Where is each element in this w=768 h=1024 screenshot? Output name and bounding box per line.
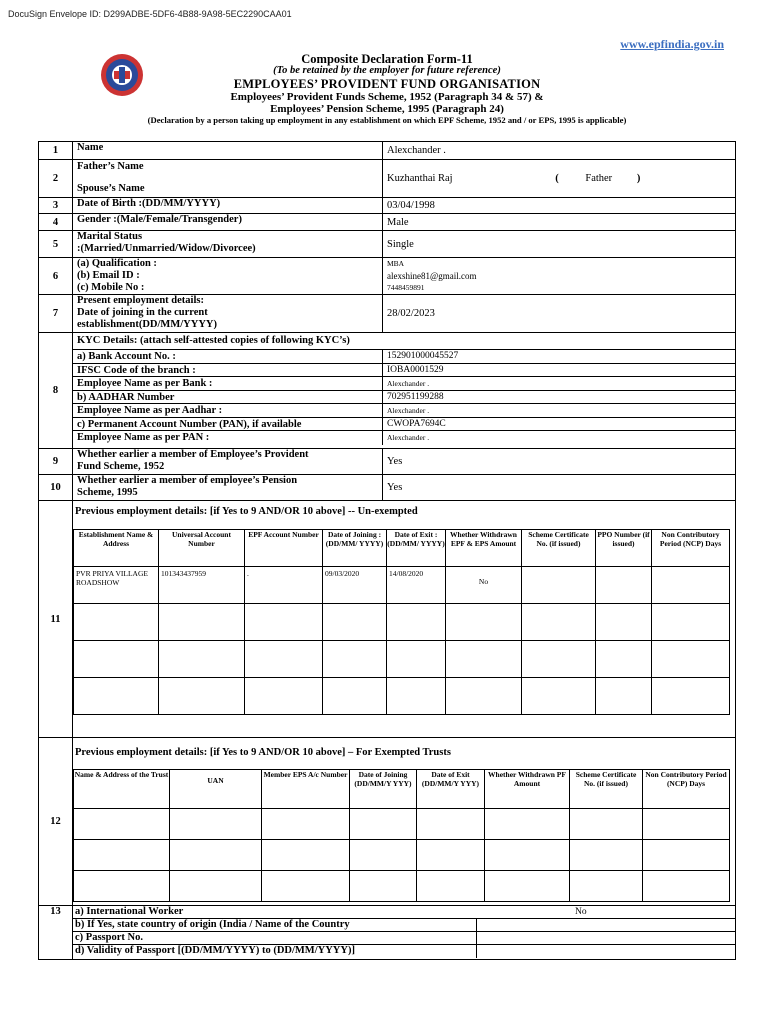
dob-label: Date of Birth :(DD/MM/YYYY) <box>73 198 383 214</box>
row-epf-member <box>39 449 736 475</box>
aadhar-value[interactable]: 702951199288 <box>387 391 444 402</box>
row-number: 2 <box>39 160 73 198</box>
row-international-worker <box>39 906 736 960</box>
row-previous-exempted <box>39 738 736 906</box>
row-name <box>39 142 736 160</box>
pan-name-value[interactable]: Alexchander . <box>387 433 430 442</box>
row-dob <box>39 198 736 214</box>
withdrawn-value[interactable]: No <box>446 567 522 604</box>
row-contact <box>39 258 736 295</box>
bank-account-value[interactable]: 152901000045527 <box>387 351 459 361</box>
col-date-exit: Date of Exit :(DD/MM/ YYYY) <box>387 530 446 567</box>
col-withdrawn: Whether Withdrawn EPF & EPS Amount <box>446 530 522 567</box>
kyc-label: c) Permanent Account Number (PAN), if available <box>73 418 383 431</box>
kyc-bank-account <box>73 350 735 364</box>
gender-value[interactable]: Male <box>383 214 736 231</box>
kyc-ifsc <box>73 364 735 378</box>
kyc-pan <box>73 418 735 432</box>
father-name-value[interactable]: Kuzhanthai Raj <box>387 173 453 184</box>
row-number: 7 <box>39 295 73 333</box>
country-value[interactable] <box>477 919 735 931</box>
mobile-value[interactable]: 7448459891 <box>387 283 425 292</box>
unexempted-table <box>73 529 730 715</box>
col-eps-account: Member EPS A/c Number <box>262 770 350 809</box>
org-name: EMPLOYEES’ PROVIDENT FUND ORGANISATION <box>233 77 541 91</box>
kyc-label: Employee Name as per Aadhar : <box>73 404 383 417</box>
establishment-value[interactable]: PVR PRIYA VILLAGE ROADSHOW <box>74 567 159 604</box>
row-number: 12 <box>39 738 73 906</box>
col-epf-account: EPF Account Number <box>245 530 323 567</box>
spouse-name-label: Spouse’s Name <box>77 183 145 194</box>
col-scheme-cert: Scheme Certificate No. (if issued) <box>570 770 643 809</box>
date-joining-value[interactable]: 09/03/2020 <box>323 567 387 604</box>
docusign-envelope-id: DocuSign Envelope ID: D299ADBE-5DF6-4B88-9A98-5EC2290CAA01 <box>8 9 292 19</box>
epf-member-label: Whether earlier a member of Employee’s Provident <box>77 449 309 460</box>
table-row <box>74 809 730 840</box>
name-label: Name <box>73 142 383 160</box>
date-exit-value[interactable]: 14/08/2020 <box>387 567 446 604</box>
table-row <box>74 840 730 871</box>
email-value[interactable]: alexshine81@gmail.com <box>387 271 477 281</box>
row-number: 5 <box>39 231 73 258</box>
date-joining-label: Date of joining in the current <box>77 307 208 318</box>
paren-close: ) <box>636 173 641 184</box>
row-number: 8 <box>39 333 73 449</box>
kyc-pan-name <box>73 431 735 445</box>
passport-validity-row <box>73 945 735 958</box>
epf-member-value[interactable]: Yes <box>383 449 736 475</box>
present-employment-label: Present employment details: <box>77 295 204 306</box>
mobile-label: (c) Mobile No : <box>77 282 145 293</box>
ifsc-value[interactable]: IOBA0001529 <box>387 364 444 375</box>
marital-status-value[interactable]: Single <box>383 231 736 258</box>
bank-name-value[interactable]: Alexchander . <box>387 379 430 388</box>
row-number: 4 <box>39 214 73 231</box>
eps-member-label: Whether earlier a member of employee’s Pension <box>77 475 298 486</box>
name-value[interactable]: Alexchander . <box>383 142 736 160</box>
exempted-title: Previous employment details: [if Yes to 9 AND/OR 10 above] – For Exempted Trusts <box>75 747 451 758</box>
col-scheme-cert: Scheme Certificate No. (if issued) <box>522 530 596 567</box>
eps-member-value[interactable]: Yes <box>383 475 736 501</box>
form-title: Composite Declaration Form-11 <box>301 52 473 66</box>
kyc-bank-name <box>73 377 735 391</box>
row-gender <box>39 214 736 231</box>
row-number: 3 <box>39 198 73 214</box>
scheme-cert-value[interactable] <box>522 567 596 604</box>
row-kyc <box>39 333 736 449</box>
paren-open: ( <box>555 173 559 184</box>
form-subtitle: (To be retained by the employer for future reference) <box>273 65 501 76</box>
ppo-value[interactable] <box>596 567 652 604</box>
passport-value[interactable] <box>477 932 735 944</box>
row-number: 6 <box>39 258 73 295</box>
col-trust: Name & Address of the Trust <box>74 770 170 809</box>
table-row <box>74 678 730 715</box>
establishment-label: establishment(DD/MM/YYYY) <box>77 319 217 330</box>
eps-scheme-label: Scheme, 1995 <box>77 487 138 498</box>
relation-value[interactable]: Father <box>585 173 613 184</box>
row-father-spouse <box>39 160 736 198</box>
kyc-aadhar <box>73 391 735 405</box>
declaration-table <box>38 141 736 960</box>
qualification-label: (a) Qualification : <box>77 258 157 269</box>
row-number: 9 <box>39 449 73 475</box>
pan-value[interactable]: CWOPA7694C <box>387 418 446 429</box>
intl-worker-row <box>73 906 735 919</box>
country-label: b) If Yes, state country of origin (India / Name of the Country <box>73 919 477 931</box>
declaration-note: (Declaration by a person taking up employment in any establishment on which EPF Scheme, 1952 and / or EPS, 1995 is applicable) <box>147 115 627 125</box>
kyc-label: Employee Name as per Bank : <box>73 377 383 390</box>
col-date-exit: Date of Exit (DD/MM/Y YYY) <box>417 770 485 809</box>
col-date-joining: Date of Joining (DD/MM/Y YYY) <box>350 770 417 809</box>
epf-account-value[interactable]: . <box>245 567 323 604</box>
epf-scheme-label: Fund Scheme, 1952 <box>77 461 165 472</box>
qualification-value[interactable]: MBA <box>387 259 405 268</box>
scheme-line-2: Employees’ Pension Scheme, 1995 (Paragraph 24) <box>270 103 504 115</box>
marital-status-label: Marital Status <box>77 231 143 242</box>
intl-worker-label: a) International Worker <box>75 906 184 917</box>
ncp-value[interactable] <box>652 567 730 604</box>
col-date-joining: Date of Joining : (DD/MM/ YYYY) <box>323 530 387 567</box>
table-row <box>74 604 730 641</box>
col-ncp: Non Contributory Period (NCP) Days <box>643 770 730 809</box>
row-previous-unexempted <box>39 501 736 738</box>
col-withdrawn: Whether Withdrawn PF Amount <box>485 770 570 809</box>
unexempted-title: Previous employment details: [if Yes to 9 AND/OR 10 above] -- Un-exempted <box>75 506 418 517</box>
col-uan: Universal Account Number <box>159 530 245 567</box>
col-ncp: Non Contributory Period (NCP) Days <box>652 530 730 567</box>
kyc-label: Employee Name as per PAN : <box>73 431 383 445</box>
table-row <box>74 567 730 604</box>
row-present-employment <box>39 295 736 333</box>
kyc-label: b) AADHAR Number <box>73 391 383 404</box>
intl-worker-value[interactable]: No <box>575 907 587 917</box>
row-number: 1 <box>39 142 73 160</box>
website-link[interactable]: www.epfindia.gov.in <box>620 37 724 51</box>
passport-row <box>73 932 735 945</box>
kyc-heading: KYC Details: (attach self-attested copies of following KYC’s) <box>73 333 735 350</box>
email-label: (b) Email ID : <box>77 270 140 281</box>
date-joining-value[interactable]: 28/02/2023 <box>383 295 736 333</box>
uan-value[interactable]: 101343437959 <box>159 567 245 604</box>
passport-validity-value[interactable] <box>477 945 735 958</box>
col-establishment: Establishment Name & Address <box>74 530 159 567</box>
row-number: 10 <box>39 475 73 501</box>
table-row <box>74 871 730 902</box>
gender-label: Gender :(Male/Female/Transgender) <box>73 214 383 231</box>
row-number: 11 <box>39 501 73 738</box>
kyc-label: IFSC Code of the branch : <box>73 364 383 377</box>
kyc-aadhar-name <box>73 404 735 418</box>
kyc-label: a) Bank Account No. : <box>73 350 383 363</box>
row-number: 13 <box>39 906 73 960</box>
country-row <box>73 919 735 932</box>
row-marital-status <box>39 231 736 258</box>
aadhar-name-value[interactable]: Alexchander . <box>387 406 430 415</box>
table-row <box>74 641 730 678</box>
passport-label: c) Passport No. <box>73 932 477 944</box>
row-eps-member <box>39 475 736 501</box>
scheme-line-1: Employees’ Provident Funds Scheme, 1952 (Paragraph 34 & 57) & <box>230 91 544 103</box>
exempted-table <box>73 769 730 902</box>
dob-value[interactable]: 03/04/1998 <box>383 198 736 214</box>
father-name-label: Father’s Name <box>77 161 144 172</box>
passport-validity-label: d) Validity of Passport [(DD/MM/YYYY) to (DD/MM/YYYY)] <box>73 945 477 958</box>
col-uan: UAN <box>170 770 262 809</box>
col-ppo: PPO Number (if issued) <box>596 530 652 567</box>
marital-options-label: :(Married/Unmarried/Widow/Divorcee) <box>77 243 256 254</box>
